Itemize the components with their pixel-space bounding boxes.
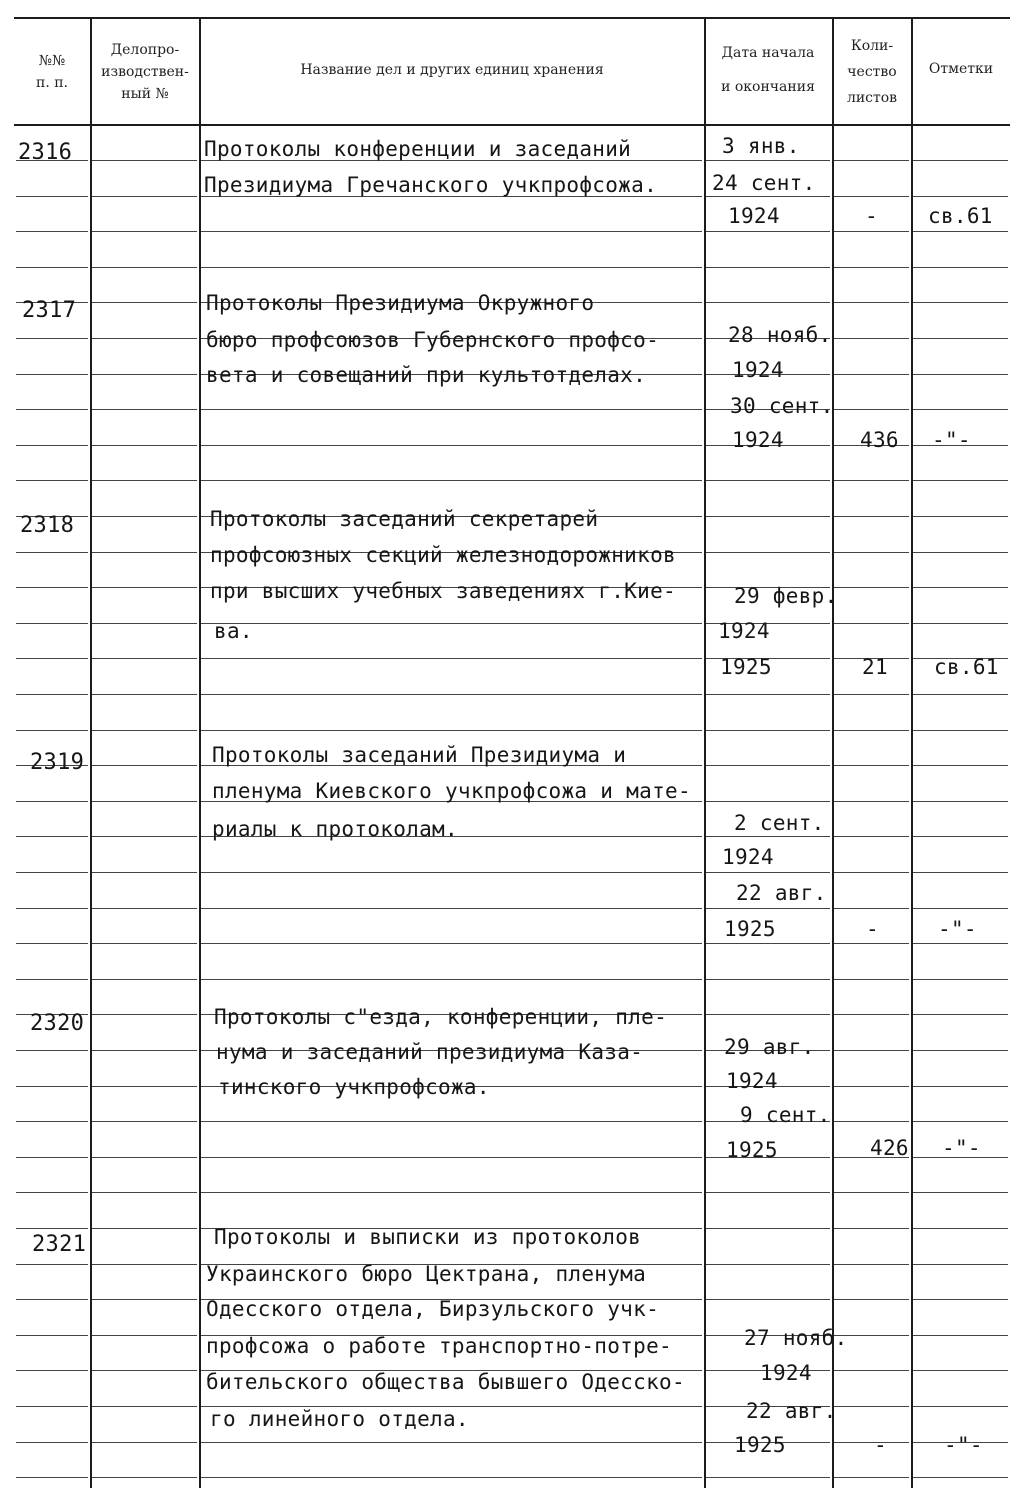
- header-num-line1: №№: [38, 53, 66, 69]
- form-rule-line: [706, 231, 830, 232]
- record-title-line: ва.: [214, 619, 253, 643]
- form-rule-line: [913, 979, 1008, 980]
- form-rule-line: [706, 1014, 830, 1015]
- form-rule-line: [16, 1335, 88, 1336]
- form-rule-line: [16, 196, 88, 197]
- form-rule-line: [706, 480, 830, 481]
- form-rule-line: [834, 480, 909, 481]
- form-rule-line: [92, 374, 197, 375]
- form-rule-line: [913, 160, 1008, 161]
- record-date: 9 сент.: [740, 1103, 831, 1127]
- record-date: 1924: [722, 845, 774, 869]
- form-rule-line: [834, 765, 909, 766]
- form-rule-line: [16, 1442, 88, 1443]
- form-rule-line: [913, 1086, 1008, 1087]
- form-rule-line: [201, 409, 702, 410]
- form-rule-line: [92, 765, 197, 766]
- form-rule-line: [16, 480, 88, 481]
- form-rule-line: [834, 231, 909, 232]
- record-title-line: тинского учкпрофсожа.: [218, 1075, 490, 1099]
- form-rule-line: [92, 587, 197, 588]
- form-rule-line: [16, 1228, 88, 1229]
- record-title-line: профсоюзных секций железнодорожников: [210, 543, 676, 567]
- header-office-num: [92, 24, 198, 120]
- form-rule-line: [706, 979, 830, 980]
- form-rule-line: [16, 587, 88, 588]
- form-rule-line: [834, 1299, 909, 1300]
- form-rule-line: [16, 231, 88, 232]
- record-date: 1925: [734, 1433, 786, 1457]
- form-rule-line: [16, 374, 88, 375]
- form-rule-line: [834, 374, 909, 375]
- record-sheet-count: -: [866, 917, 879, 941]
- form-rule-line: [913, 908, 1008, 909]
- record-sheet-count: -: [874, 1433, 887, 1457]
- form-rule-line: [834, 1442, 909, 1443]
- form-rule-line: [706, 836, 830, 837]
- form-rule-line: [913, 516, 1008, 517]
- record-date: 22 авг.: [746, 1399, 837, 1423]
- record-title-line: Протоколы и выписки из протоколов: [214, 1225, 642, 1249]
- form-rule-line: [834, 1121, 909, 1122]
- record-number: 2320: [30, 1011, 85, 1036]
- form-rule-line: [16, 836, 88, 837]
- form-rule-line: [92, 1014, 197, 1015]
- form-rule-line: [913, 1050, 1008, 1051]
- form-rule-line: [913, 1264, 1008, 1265]
- form-rule-line: [834, 836, 909, 837]
- form-rule-line: [201, 1121, 702, 1122]
- record-title-line: вета и совещаний при культотделах.: [206, 363, 647, 387]
- form-rule-line: [913, 1121, 1008, 1122]
- record-sheet-count: 426: [870, 1136, 909, 1160]
- record-sheet-count: 21: [862, 655, 888, 679]
- record-title-line: бительского общества бывшего Одесско-: [206, 1370, 685, 1394]
- record-sheet-count: 436: [860, 428, 899, 452]
- form-rule-line: [913, 1014, 1008, 1015]
- record-notes: -"-: [932, 428, 971, 452]
- record-date: 3 янв.: [722, 134, 800, 158]
- form-rule-line: [706, 160, 830, 161]
- form-rule-line: [913, 231, 1008, 232]
- record-date: 2 сент.: [734, 811, 825, 835]
- form-rule-line: [201, 1477, 702, 1478]
- form-rule-line: [16, 1086, 88, 1087]
- form-rule-line: [92, 1228, 197, 1229]
- form-rule-line: [706, 908, 830, 909]
- form-rule-line: [706, 1192, 830, 1193]
- record-title-line: Протоколы конференции и заседаний: [204, 137, 632, 161]
- header-office-line3: ный №: [121, 86, 169, 102]
- form-rule-line: [92, 836, 197, 837]
- form-rule-line: [201, 267, 702, 268]
- form-rule-line: [913, 267, 1008, 268]
- form-rule-line: [913, 1228, 1008, 1229]
- form-rule-line: [913, 1335, 1008, 1336]
- form-rule-line: [201, 623, 702, 624]
- form-rule-line: [16, 1050, 88, 1051]
- form-rule-line: [16, 908, 88, 909]
- form-rule-line: [92, 1157, 197, 1158]
- form-rule-line: [92, 196, 197, 197]
- record-title-line: риалы к протоколам.: [212, 817, 458, 841]
- form-rule-line: [16, 979, 88, 980]
- form-rule-line: [834, 196, 909, 197]
- form-rule-line: [834, 979, 909, 980]
- column-divider: [704, 18, 706, 1488]
- form-rule-line: [201, 1157, 702, 1158]
- form-rule-line: [92, 516, 197, 517]
- form-rule-line: [16, 872, 88, 873]
- record-title-line: бюро профсоюзов Губернского профсо-: [206, 328, 660, 352]
- form-rule-line: [92, 338, 197, 339]
- form-rule-line: [16, 730, 88, 731]
- record-date: 1924: [732, 358, 784, 382]
- record-number: 2321: [32, 1232, 87, 1257]
- record-date: 1924: [728, 204, 780, 228]
- form-rule-line: [16, 694, 88, 695]
- form-rule-line: [16, 552, 88, 553]
- record-date: 1925: [726, 1138, 778, 1162]
- form-rule-line: [913, 587, 1008, 588]
- form-rule-line: [913, 409, 1008, 410]
- form-rule-line: [201, 979, 702, 980]
- form-rule-line: [201, 872, 702, 873]
- header-sheet-count: [834, 24, 910, 120]
- form-rule-line: [834, 1406, 909, 1407]
- form-rule-line: [16, 1192, 88, 1193]
- record-notes: св.61: [928, 204, 993, 228]
- header-count-line3: листов: [846, 90, 898, 106]
- header-dates-line2: и окончания: [721, 79, 815, 95]
- form-rule-line: [834, 1086, 909, 1087]
- header-title-text: Название дел и других единиц хранения: [300, 62, 604, 78]
- record-date: 1924: [718, 619, 770, 643]
- form-rule-line: [706, 516, 830, 517]
- header-notes-text: Отметки: [928, 61, 994, 77]
- form-rule-line: [706, 267, 830, 268]
- form-rule-line: [834, 1477, 909, 1478]
- header-count-line2: чество: [847, 64, 897, 80]
- record-date: 30 сент.: [730, 394, 834, 418]
- form-rule-line: [913, 765, 1008, 766]
- record-notes: св.61: [934, 655, 999, 679]
- form-rule-line: [16, 1370, 88, 1371]
- column-divider: [90, 18, 92, 1488]
- record-notes: -"-: [944, 1433, 983, 1457]
- form-rule-line: [834, 302, 909, 303]
- form-rule-line: [706, 694, 830, 695]
- form-rule-line: [92, 231, 197, 232]
- header-notes: [913, 24, 1009, 114]
- form-rule-line: [913, 480, 1008, 481]
- form-rule-line: [834, 943, 909, 944]
- form-rule-line: [16, 658, 88, 659]
- record-date: 1925: [724, 917, 776, 941]
- form-rule-line: [92, 1121, 197, 1122]
- record-title-line: го линейного отдела.: [210, 1407, 469, 1431]
- record-date: 1925: [720, 655, 772, 679]
- form-rule-line: [16, 623, 88, 624]
- record-number: 2316: [18, 140, 73, 165]
- record-date: 1924: [726, 1069, 778, 1093]
- form-rule-line: [92, 979, 197, 980]
- form-rule-line: [16, 1406, 88, 1407]
- record-date: 1924: [760, 1361, 812, 1385]
- form-rule-line: [834, 1370, 909, 1371]
- form-rule-line: [201, 658, 702, 659]
- form-rule-line: [913, 1406, 1008, 1407]
- column-divider: [832, 18, 834, 1488]
- form-rule-line: [92, 409, 197, 410]
- form-rule-line: [16, 338, 88, 339]
- form-rule-line: [92, 1264, 197, 1265]
- form-rule-line: [706, 730, 830, 731]
- form-rule-line: [92, 267, 197, 268]
- form-rule-line: [706, 1299, 830, 1300]
- form-rule-line: [16, 1121, 88, 1122]
- form-rule-line: [92, 1335, 197, 1336]
- form-rule-line: [834, 409, 909, 410]
- record-date: 22 авг.: [736, 881, 827, 905]
- record-title-line: Протоколы заседаний Президиума и: [212, 743, 627, 767]
- form-rule-line: [834, 1228, 909, 1229]
- record-title-line: Протоколы с"езда, конференции, пле-: [214, 1005, 668, 1029]
- form-rule-line: [706, 1264, 830, 1265]
- record-title-line: Протоколы Президиума Окружного: [206, 291, 595, 315]
- form-rule-line: [201, 730, 702, 731]
- form-rule-line: [92, 1086, 197, 1087]
- form-rule-line: [706, 872, 830, 873]
- column-divider: [199, 18, 201, 1488]
- header-num-line2: п. п.: [35, 75, 68, 91]
- form-rule-line: [16, 943, 88, 944]
- form-rule-line: [834, 338, 909, 339]
- form-rule-line: [92, 1477, 197, 1478]
- form-rule-line: [92, 1299, 197, 1300]
- form-rule-line: [16, 1157, 88, 1158]
- form-rule-line: [16, 1264, 88, 1265]
- record-number: 2319: [30, 750, 85, 775]
- record-title-line: Одесского отдела, Бирзульского учк-: [206, 1297, 660, 1321]
- form-rule-line: [92, 1370, 197, 1371]
- form-rule-line: [913, 623, 1008, 624]
- header-dates-line1: Дата начала: [721, 45, 815, 61]
- form-rule-line: [834, 552, 909, 553]
- form-rule-line: [201, 943, 702, 944]
- form-rule-line: [92, 730, 197, 731]
- form-rule-line: [834, 267, 909, 268]
- header-title: [202, 24, 702, 116]
- form-rule-line: [92, 872, 197, 873]
- record-date: 27 нояб.: [744, 1326, 848, 1350]
- form-rule-line: [201, 908, 702, 909]
- form-rule-line: [706, 552, 830, 553]
- form-rule-line: [92, 1050, 197, 1051]
- form-rule-line: [201, 1442, 702, 1443]
- form-rule-line: [92, 1442, 197, 1443]
- record-title-line: при высших учебных заведениях г.Кие-: [210, 579, 676, 603]
- form-rule-line: [92, 552, 197, 553]
- form-rule-line: [913, 1477, 1008, 1478]
- form-rule-line: [16, 445, 88, 446]
- form-rule-line: [913, 1370, 1008, 1371]
- form-rule-line: [913, 338, 1008, 339]
- form-rule-line: [706, 1228, 830, 1229]
- form-rule-line: [706, 1477, 830, 1478]
- record-date: 29 авг.: [724, 1035, 815, 1059]
- form-rule-line: [201, 480, 702, 481]
- form-rule-line: [913, 196, 1008, 197]
- header-office-line2: изводствен-: [101, 64, 189, 80]
- top-border: [14, 17, 1010, 19]
- form-rule-line: [92, 801, 197, 802]
- form-rule-line: [913, 374, 1008, 375]
- form-rule-line: [834, 587, 909, 588]
- form-rule-line: [913, 1299, 1008, 1300]
- form-rule-line: [201, 1192, 702, 1193]
- form-rule-line: [92, 480, 197, 481]
- form-rule-line: [913, 730, 1008, 731]
- record-sheet-count: -: [865, 204, 878, 228]
- form-rule-line: [913, 836, 1008, 837]
- form-rule-line: [834, 516, 909, 517]
- form-rule-line: [201, 694, 702, 695]
- form-rule-line: [706, 765, 830, 766]
- column-divider: [911, 18, 913, 1488]
- record-number: 2318: [20, 513, 75, 538]
- form-rule-line: [834, 730, 909, 731]
- form-rule-line: [834, 1014, 909, 1015]
- form-rule-line: [92, 623, 197, 624]
- form-rule-line: [706, 302, 830, 303]
- form-rule-line: [16, 267, 88, 268]
- record-title-line: Президиума Гречанского учкпрофсожа.: [204, 173, 658, 197]
- form-rule-line: [92, 908, 197, 909]
- form-rule-line: [834, 694, 909, 695]
- header-bottom-border: [14, 124, 1010, 126]
- form-rule-line: [834, 160, 909, 161]
- form-rule-line: [92, 658, 197, 659]
- form-rule-line: [913, 801, 1008, 802]
- form-rule-line: [16, 1477, 88, 1478]
- form-rule-line: [913, 302, 1008, 303]
- form-rule-line: [92, 1406, 197, 1407]
- form-rule-line: [913, 694, 1008, 695]
- form-rule-line: [92, 943, 197, 944]
- record-date: 24 сент.: [712, 171, 816, 195]
- form-rule-line: [834, 1264, 909, 1265]
- record-notes: -"-: [938, 917, 977, 941]
- record-date: 29 февр.: [734, 584, 838, 608]
- form-rule-line: [201, 445, 702, 446]
- record-date: 28 нояб.: [728, 323, 832, 347]
- form-rule-line: [92, 160, 197, 161]
- record-date: 1924: [732, 428, 784, 452]
- record-title-line: Протоколы заседаний секретарей: [210, 507, 599, 531]
- form-rule-line: [16, 801, 88, 802]
- form-rule-line: [834, 623, 909, 624]
- form-rule-line: [706, 196, 830, 197]
- form-rule-line: [92, 302, 197, 303]
- header-dates: [706, 24, 830, 116]
- header-num: [16, 24, 88, 120]
- form-rule-line: [92, 445, 197, 446]
- record-title-line: пленума Киевского учкпрофсожа и мате-: [212, 779, 691, 803]
- form-rule-line: [706, 943, 830, 944]
- form-rule-line: [834, 1050, 909, 1051]
- record-number: 2317: [22, 298, 77, 323]
- form-rule-line: [913, 943, 1008, 944]
- form-rule-line: [92, 694, 197, 695]
- form-rule-line: [201, 231, 702, 232]
- form-rule-line: [706, 801, 830, 802]
- header-office-line1: Делопро-: [110, 42, 180, 58]
- form-rule-line: [16, 409, 88, 410]
- record-title-line: профсожа о работе транспортно-потре-: [206, 1334, 672, 1358]
- form-rule-line: [834, 1192, 909, 1193]
- form-rule-line: [913, 1192, 1008, 1193]
- header-count-line1: Коли-: [850, 38, 894, 54]
- record-notes: -"-: [942, 1136, 981, 1160]
- form-rule-line: [834, 872, 909, 873]
- record-title-line: нума и заседаний президиума Каза-: [216, 1040, 644, 1064]
- form-rule-line: [834, 801, 909, 802]
- form-rule-line: [834, 908, 909, 909]
- form-rule-line: [913, 552, 1008, 553]
- form-rule-line: [92, 1192, 197, 1193]
- form-rule-line: [913, 872, 1008, 873]
- record-title-line: Украинского бюро Цектрана, пленума: [206, 1262, 647, 1286]
- form-rule-line: [16, 1299, 88, 1300]
